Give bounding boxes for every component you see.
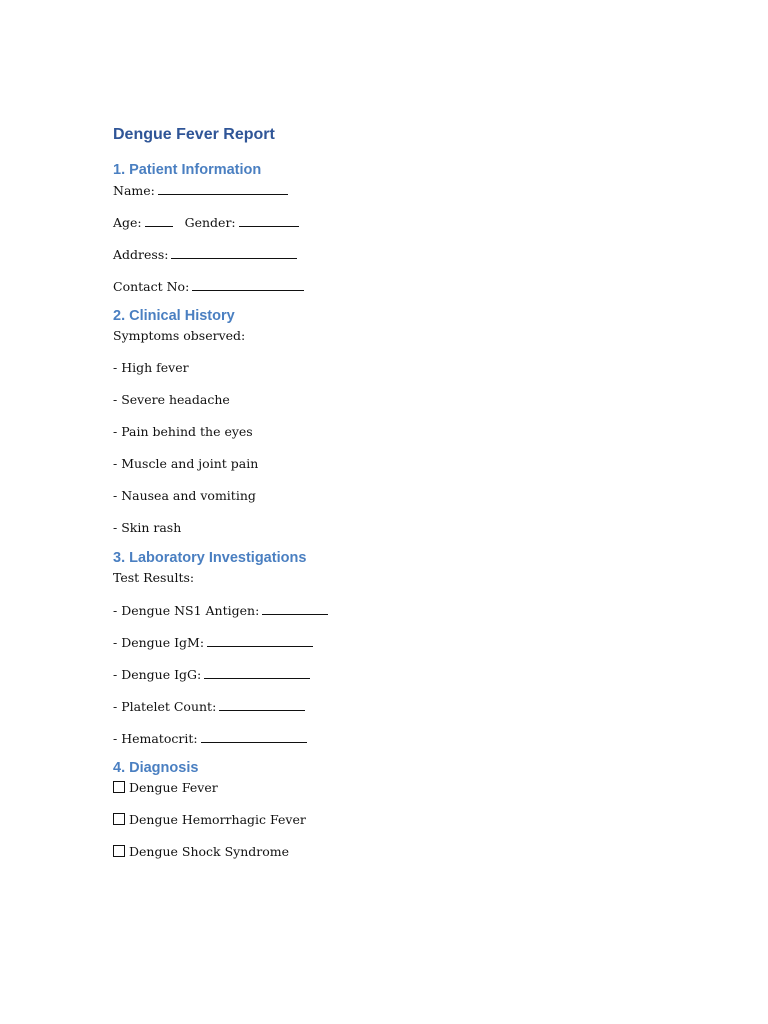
test-hematocrit-label: - Hematocrit: bbox=[113, 731, 198, 746]
test-ns1-blank[interactable] bbox=[262, 602, 328, 615]
document-body bbox=[113, 124, 673, 872]
diagnosis-option bbox=[113, 844, 673, 860]
symptom-item: - Muscle and joint pain bbox=[113, 456, 259, 471]
age-gender-field bbox=[113, 214, 673, 230]
diagnosis-option bbox=[113, 812, 673, 828]
diagnosis-option-label: Dengue Fever bbox=[129, 780, 218, 795]
age-label: Age: bbox=[113, 215, 142, 230]
contact-blank[interactable] bbox=[192, 278, 304, 291]
clinical-history-heading: 2. Clinical History bbox=[113, 308, 235, 324]
test-igg-label: - Dengue IgG: bbox=[113, 667, 202, 682]
diagnosis-option-label: Dengue Hemorrhagic Fever bbox=[129, 812, 306, 827]
laboratory-section bbox=[113, 548, 673, 746]
name-blank[interactable] bbox=[158, 182, 288, 195]
name-label: Name: bbox=[113, 183, 155, 198]
test-igm-field bbox=[113, 634, 673, 650]
document-title: Dengue Fever Report bbox=[113, 126, 275, 143]
age-blank[interactable] bbox=[145, 214, 173, 227]
patient-information-section bbox=[113, 160, 673, 294]
test-igm-blank[interactable] bbox=[207, 634, 313, 647]
checkbox-icon[interactable] bbox=[113, 781, 125, 793]
symptoms-intro: Symptoms observed: bbox=[113, 328, 246, 343]
test-platelet-blank[interactable] bbox=[219, 698, 305, 711]
diagnosis-section bbox=[113, 758, 673, 860]
checkbox-icon[interactable] bbox=[113, 845, 125, 857]
symptom-item: - Severe headache bbox=[113, 392, 230, 407]
address-blank[interactable] bbox=[171, 246, 297, 259]
symptom-item: - Skin rash bbox=[113, 520, 182, 535]
name-field bbox=[113, 182, 673, 198]
test-hematocrit-blank[interactable] bbox=[201, 730, 307, 743]
diagnosis-option bbox=[113, 780, 673, 796]
test-platelet-label: - Platelet Count: bbox=[113, 699, 217, 714]
symptom-item: - High fever bbox=[113, 360, 189, 375]
symptom-item: - Pain behind the eyes bbox=[113, 424, 253, 439]
address-label: Address: bbox=[113, 247, 169, 262]
contact-label: Contact No: bbox=[113, 279, 190, 294]
gender-blank[interactable] bbox=[239, 214, 299, 227]
test-results-intro: Test Results: bbox=[113, 570, 195, 585]
diagnosis-option-label: Dengue Shock Syndrome bbox=[129, 844, 290, 859]
patient-information-heading: 1. Patient Information bbox=[113, 162, 262, 178]
clinical-history-section bbox=[113, 306, 673, 536]
test-ns1-label: - Dengue NS1 Antigen: bbox=[113, 603, 260, 618]
laboratory-heading: 3. Laboratory Investigations bbox=[113, 550, 307, 566]
checkbox-icon[interactable] bbox=[113, 813, 125, 825]
test-igm-label: - Dengue IgM: bbox=[113, 635, 205, 650]
address-field bbox=[113, 246, 673, 262]
diagnosis-heading: 4. Diagnosis bbox=[113, 760, 199, 776]
test-platelet-field bbox=[113, 698, 673, 714]
test-igg-field bbox=[113, 666, 673, 682]
symptom-item: - Nausea and vomiting bbox=[113, 488, 256, 503]
test-hematocrit-field bbox=[113, 730, 673, 746]
contact-field bbox=[113, 278, 673, 294]
test-igg-blank[interactable] bbox=[204, 666, 310, 679]
gender-label: Gender: bbox=[184, 215, 236, 230]
test-ns1-field bbox=[113, 602, 673, 618]
